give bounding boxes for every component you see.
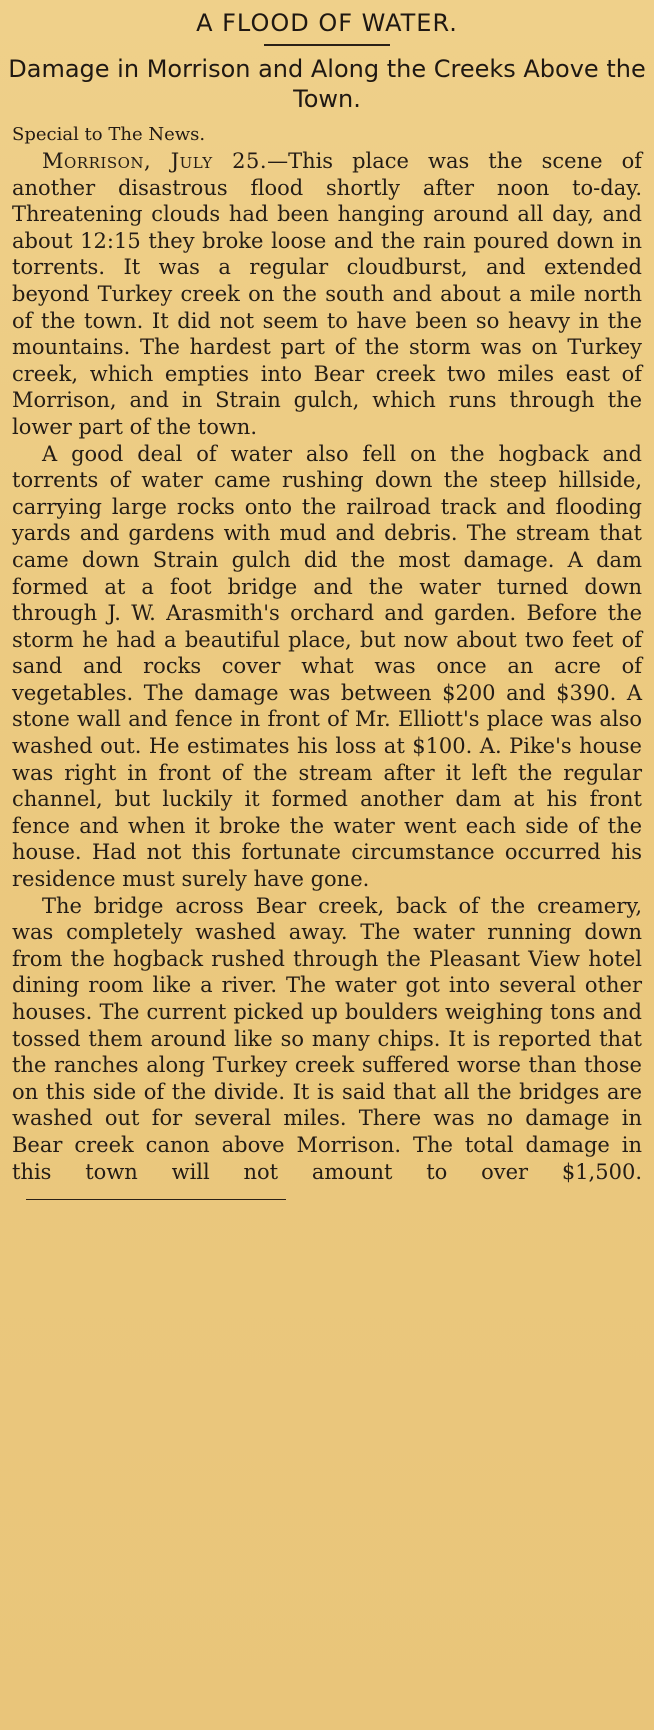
paragraph-3-text: The bridge across Bear creek, back of the creamery, was completely washed away. The water running down from the hogback rushed through the Pleasant View hotel dining room like a river. The water got into several other houses. The current picked up boulders weighing tons and tossed them around like so many chips. It is reported that the ranches along Turkey creek suffered worse than those on this side of the divide. It is said that all the bridges are washed out for several miles. There was no damage in Bear creek canon above Morrison. The total damage in this town will not amount to over $1,500. [12,893,642,1184]
headline: A FLOOD OF WATER. [196,9,458,37]
paragraph-2: A good deal of water also fell on the hogback and torrents of water came rushing down the steep hillside, carrying large rocks onto the railroad track and flooding yards and gardens with mud and debris. The stream that came down Strain gulch did the most damage. A dam formed at a foot bridge and the water turned down through J. W. Arasmith's orchard and garden. Before the storm he had a beautiful place, but now about two feet of sand and rocks cover what was once an acre of vegetables. The damage was between $200 and $390. A stone wall and fence in front of Mr. Elliott's place was also washed out. He estimates his loss at $100. A. Pike's house was right in front of the stream after it left the regular channel, but luckily it formed another dam at his front fence and when it broke the water went each side of the house. Had not this fortunate circumstance occurred his residence must surely have gone. [12,441,642,892]
headline-rule [264,44,390,46]
subheadline: Damage in Morrison and Along the Creeks Above the Town. [8,55,646,113]
paragraph-1 [12,148,642,441]
paragraph-1-text: —This place was the scene of another disastrous flood shortly after noon to-day. Threatening clouds had been hanging around all day, and about 12:15 they broke loose and the rain poured down in torrents. It was a regular cloudburst, and extended beyond Turkey creek on the south and about a mile north of the town. It did not seem to have been so heavy in the mountains. The hardest part of the storm was on Turkey creek, which empties into Bear creek two miles east of Morrison, and in Strain gulch, which runs through the lower part of the town. [12,149,642,439]
dateline: Morrison, July 25. [42,149,268,173]
end-rule [26,1199,286,1200]
article-body [12,148,642,1212]
credit-line: Special to The News. [12,124,206,145]
paragraph-3 [12,893,642,1212]
